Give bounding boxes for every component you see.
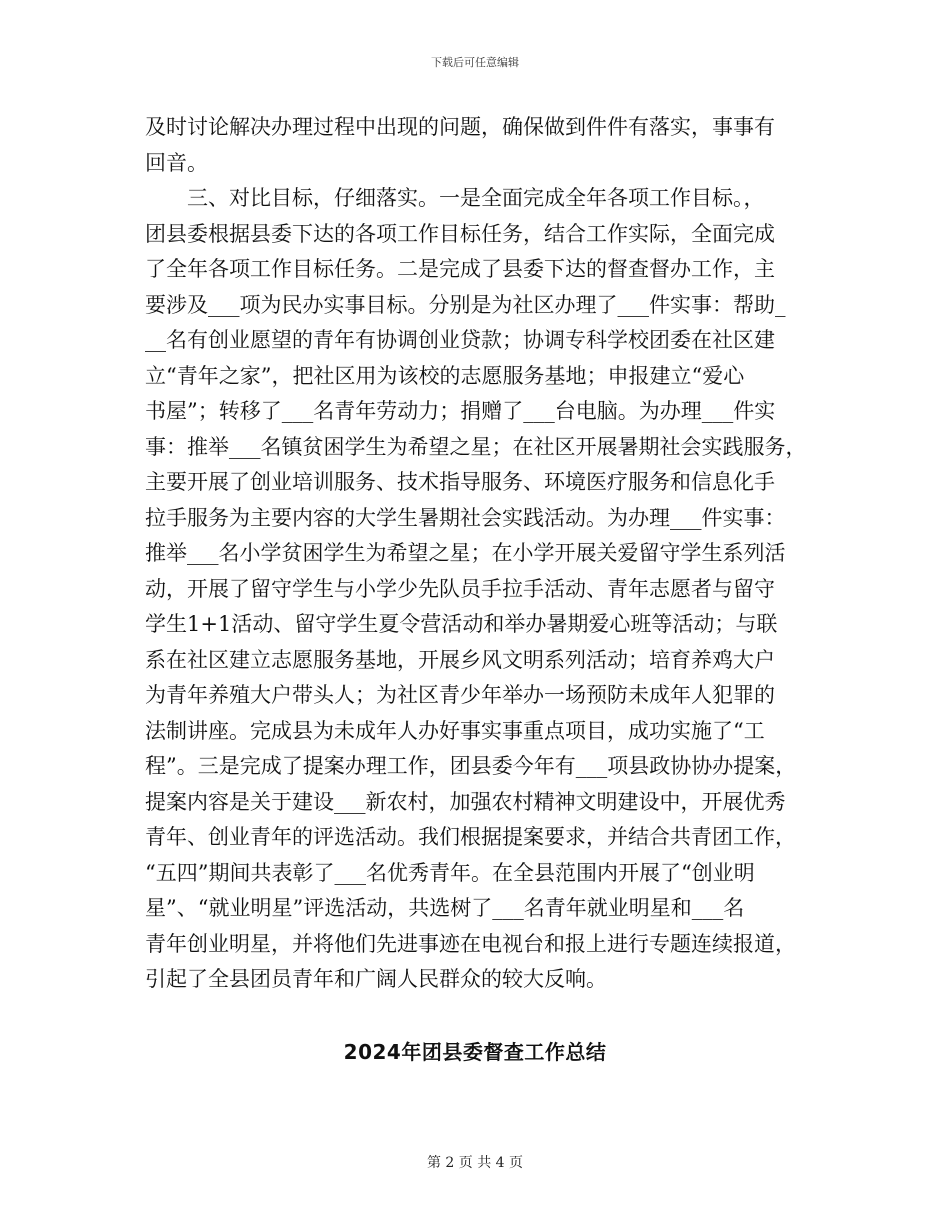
body-line: 推举___名小学贫困学生为希望之星；在小学开展关爱留守学生系列活 [145,541,786,565]
page-header: 下载后可任意编辑 [431,56,519,69]
body-line: 程”。三是完成了提案办理工作，团县委今年有___项县政协协办提案， [145,754,797,778]
body-line: 立“青年之家”，把社区用为该校的志愿服务基地；申报建立“爱心 [145,363,745,388]
body-line: 星”、“就业明星”评选活动，共选树了___名青年就业明星和___名 [145,896,745,920]
body-line: 青年创业明星，并将他们先进事迹在电视台和报上进行专题连续报道， [145,931,796,956]
body-line: 学生1+1活动、留守学生夏令营活动和举办暑期爱心班等活动；与联 [145,612,778,636]
body-line: “五四”期间共表彰了___名优秀青年。在全县范围内开展了“创业明 [145,860,755,885]
body-line: 回音。 [145,150,208,175]
body-line: 系在社区建立志愿服务基地，开展乡风文明系列活动；培育养鸡大户 [145,647,775,672]
document-title: 2024年团县委督查工作总结 [343,1040,607,1064]
body-line: 动，开展了留守学生与小学少先队员手拉手活动、青年志愿者与留守 [145,576,775,601]
body-line: 团县委根据县委下达的各项工作目标任务，结合工作实际，全面完成 [145,221,775,246]
body-line: 事：推举___名镇贫困学生为希望之星；在社区开展暑期社会实践服务， [145,434,807,459]
body-line: 拉手服务为主要内容的大学生暑期社会实践活动。为办理___件实事： [145,505,786,530]
body-line: 为青年养殖大户带头人；为社区青少年举办一场预防未成年人犯罪的 [145,683,775,707]
body-line: 要涉及___项为民办实事目标。分别是为社区办理了___件实事：帮助_ [145,292,786,317]
body-line: 青年、创业青年的评选活动。我们根据提案要求，并结合共青团工作， [145,825,796,849]
body-line: 及时讨论解决办理过程中出现的问题，确保做到件件有落实，事事有 [145,115,775,139]
body-line: 法制讲座。完成县为未成年人办好事实事重点项目，成功实施了“工 [145,718,765,743]
body-line: 主要开展了创业培训服务、技术指导服务、环境医疗服务和信息化手 [145,470,775,494]
document-body [145,110,825,998]
body-line: 提案内容是关于建设___新农村，加强农村精神文明建设中，开展优秀 [145,789,786,814]
page-footer: 第 2 页 共 4 页 [426,1155,524,1171]
body-line: __名有创业愿望的青年有协调创业贷款；协调专科学校团委在社区建 [145,328,775,352]
body-line: 三、对比目标，仔细落实。一是全面完成全年各项工作目标。， [145,186,765,210]
body-line: 书屋”；转移了___名青年劳动力；捐赠了___台电脑。为办理___件实 [145,399,776,423]
body-line: 引起了全县团员青年和广阔人民群众的较大反响。 [145,967,607,991]
body-line: 了全年各项工作目标任务。二是完成了县委下达的督查督办工作，主 [145,257,775,281]
